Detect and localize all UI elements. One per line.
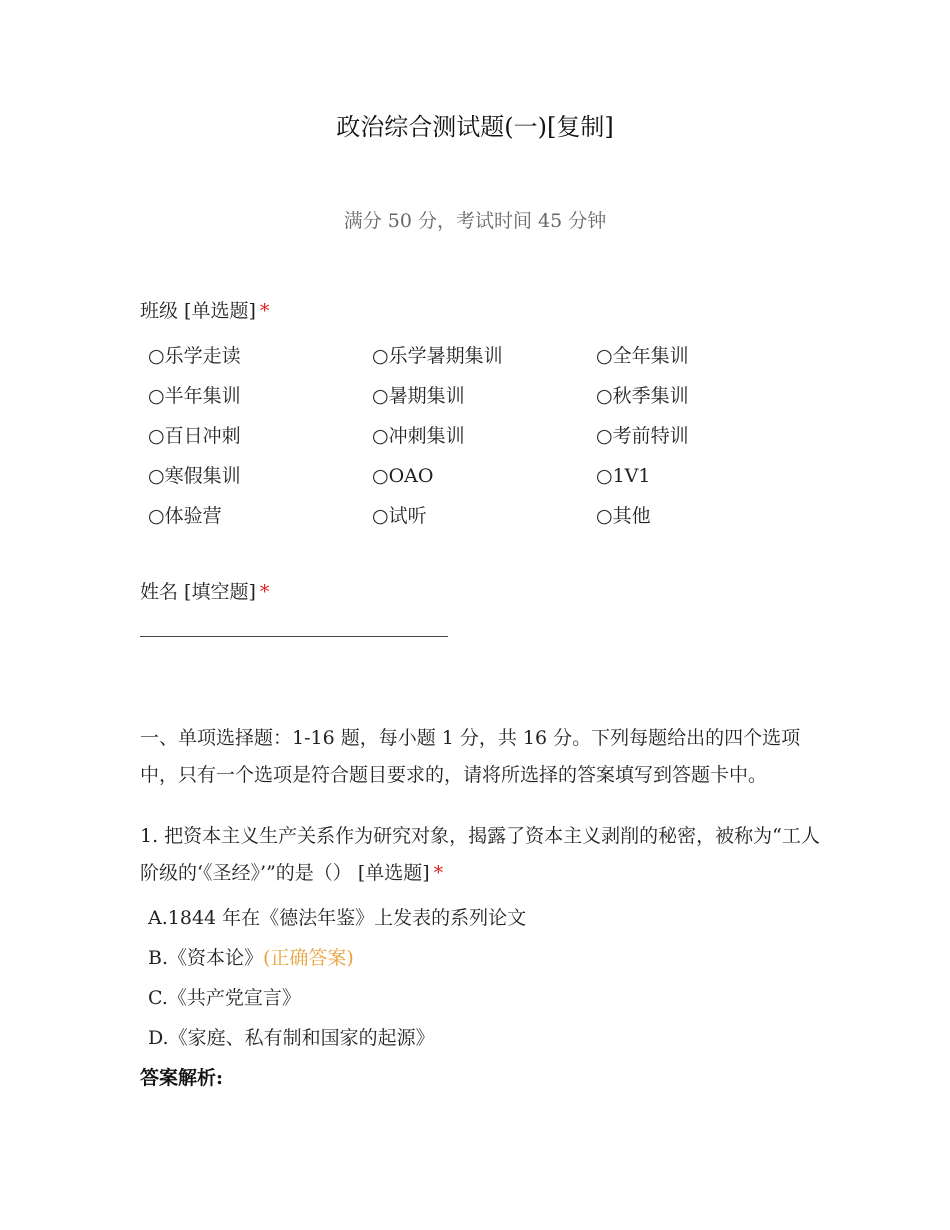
class-option-radio[interactable]: ○其他 <box>596 505 651 527</box>
name-question-label <box>140 578 269 606</box>
question-1-stem <box>140 818 820 892</box>
class-option-radio[interactable]: ○乐学走读 <box>148 345 241 367</box>
class-option-radio[interactable]: ○体验营 <box>148 505 222 527</box>
class-option-radio[interactable]: ○OAO <box>372 465 434 487</box>
answer-analysis-label: 答案解析: <box>140 1067 224 1089</box>
correct-answer-tag: (正确答案) <box>263 947 354 969</box>
answer-option-b[interactable] <box>148 944 828 984</box>
answer-option-c[interactable]: C.《共产党宣言》 <box>148 987 301 1009</box>
exam-subtitle: 满分 50 分，考试时间 45 分钟 <box>343 210 607 232</box>
answer-option-b-text: B.《资本论》 <box>148 947 264 969</box>
section-intro: 一、单项选择题：1-16 题，每小题 1 分，共 16 分。下列每题给出的四个选项中，只有一个选项是符合题目要求的，请将所选择的答案填写到答题卡中。 <box>140 727 801 786</box>
name-question-text: 姓名 [填空题] <box>140 581 256 603</box>
class-option-radio[interactable]: ○百日冲刺 <box>148 425 241 447</box>
class-option-radio[interactable]: ○半年集训 <box>148 385 241 407</box>
answer-option-d[interactable]: D.《家庭、私有制和国家的起源》 <box>148 1027 435 1049</box>
class-option-radio[interactable]: ○暑期集训 <box>372 385 465 407</box>
class-option-radio[interactable]: ○冲刺集训 <box>372 425 465 447</box>
name-input-line[interactable] <box>140 636 448 637</box>
page-title: 政治综合测试题(一)[复制] <box>336 113 614 141</box>
class-option-radio[interactable]: ○寒假集训 <box>148 465 241 487</box>
required-mark: * <box>259 300 270 322</box>
class-option-radio[interactable]: ○乐学暑期集训 <box>372 345 503 367</box>
question-1-options <box>148 904 828 1064</box>
answer-option-a[interactable]: A.1844 年在《德法年鉴》上发表的系列论文 <box>148 907 527 929</box>
class-option-radio[interactable]: ○1V1 <box>596 465 651 487</box>
class-option-radio[interactable]: ○试听 <box>372 505 427 527</box>
class-option-radio[interactable]: ○考前特训 <box>596 425 689 447</box>
class-option-radio[interactable]: ○全年集训 <box>596 345 689 367</box>
class-option-radio[interactable]: ○秋季集训 <box>596 385 689 407</box>
question-1-text: 1. 把资本主义生产关系作为研究对象，揭露了资本主义剥削的秘密，被称为“工人阶级的‘《圣经》’”的是（） [单选题] <box>140 825 820 884</box>
required-mark: * <box>433 862 444 884</box>
class-question-text: 班级 [单选题] <box>140 300 256 322</box>
class-question-label <box>140 297 269 325</box>
class-options <box>148 342 828 542</box>
required-mark: * <box>259 581 270 603</box>
